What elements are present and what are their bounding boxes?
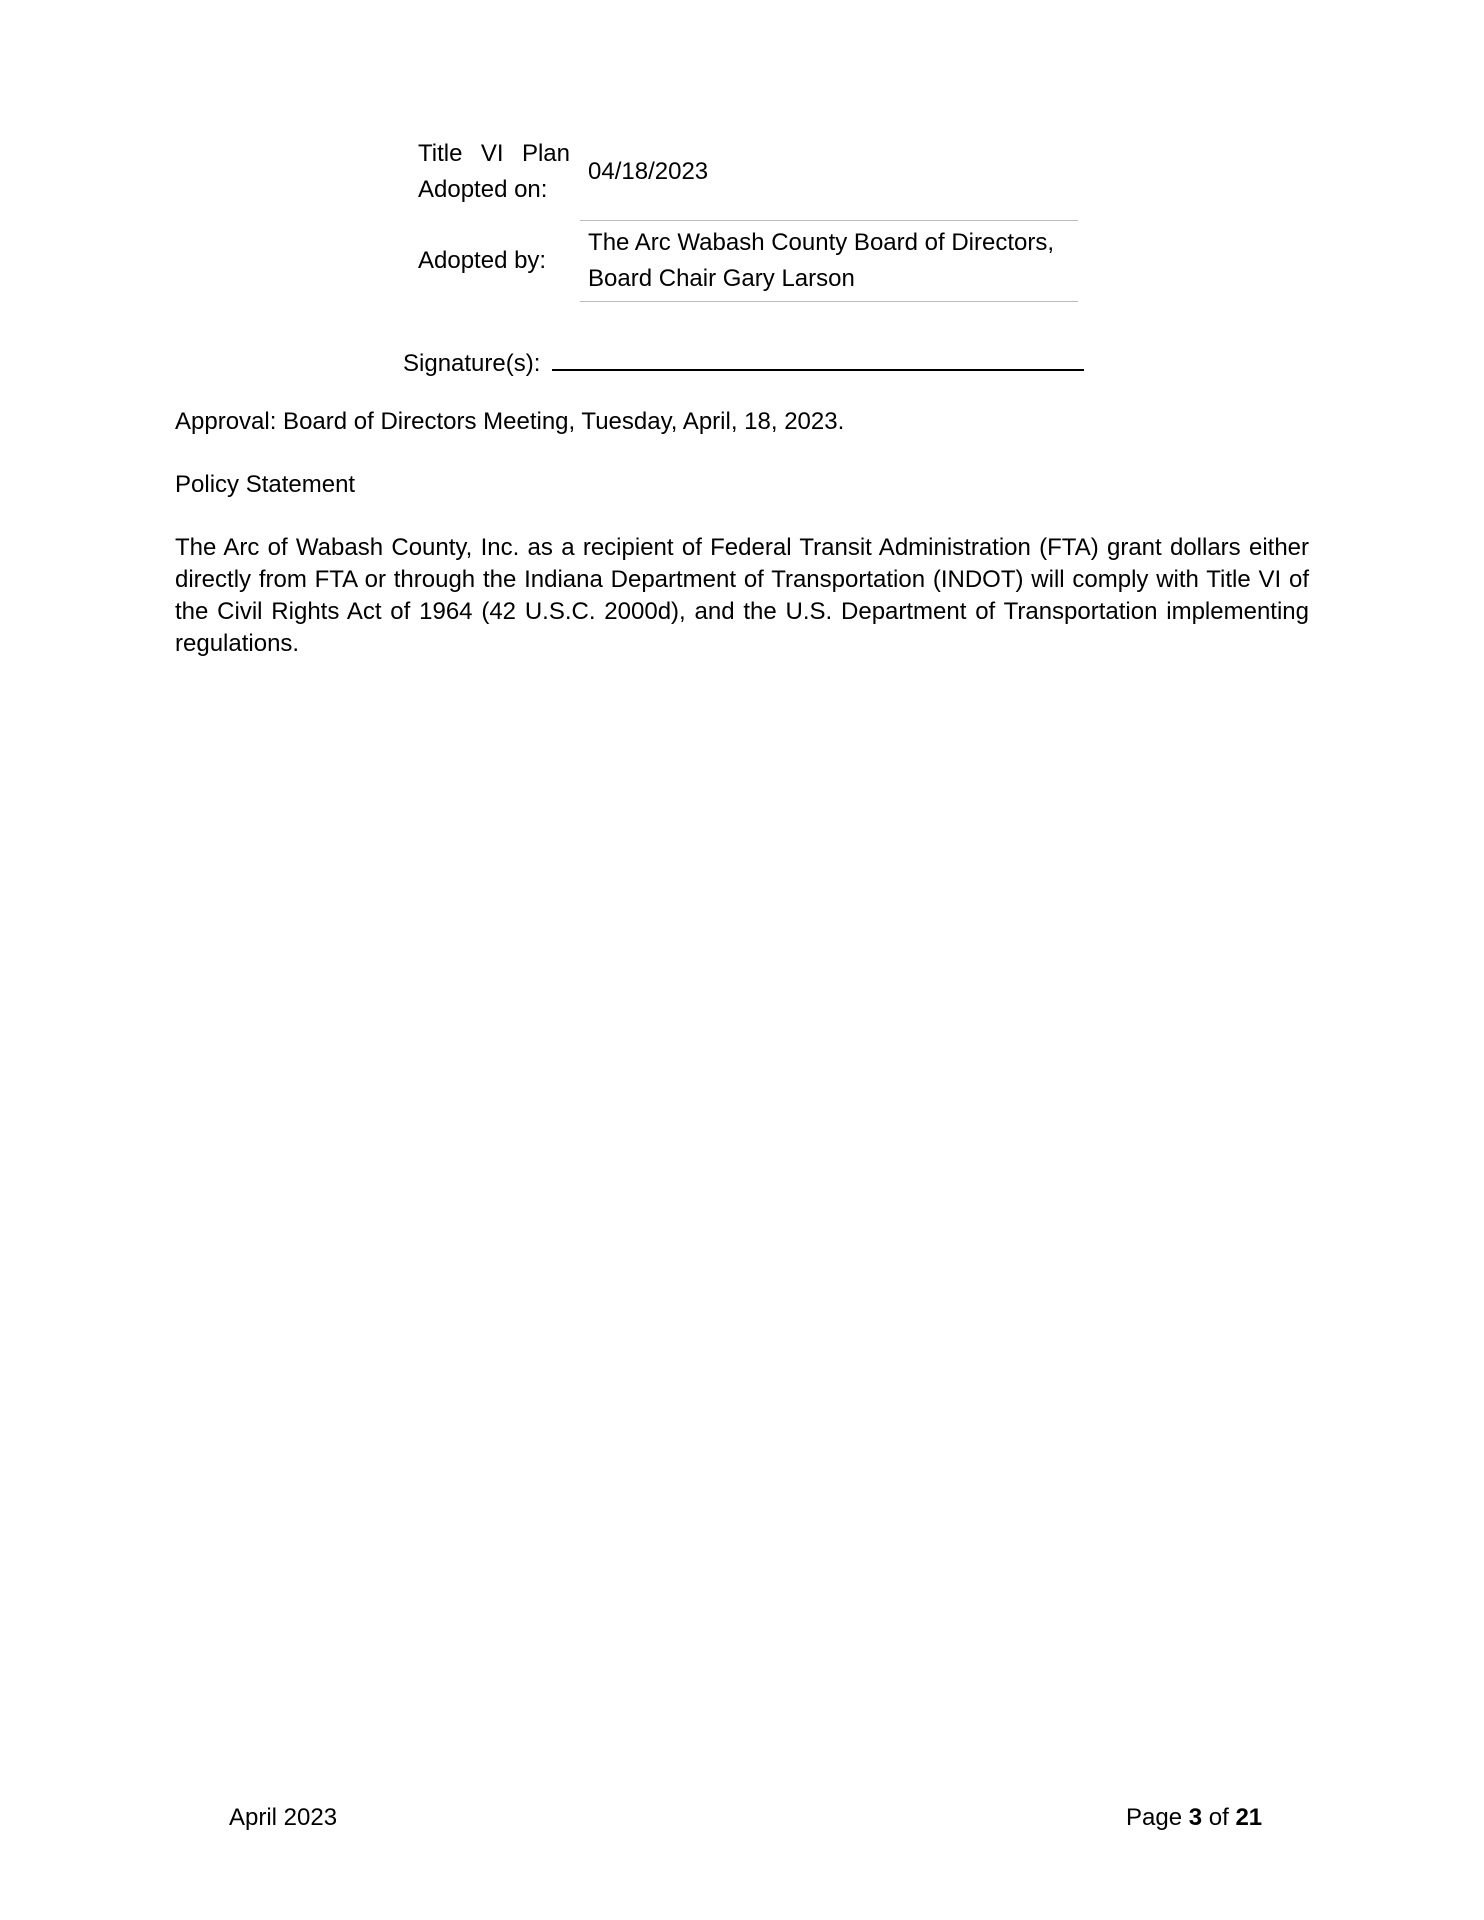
plan-adoption-table: [410, 124, 1078, 302]
signature-line: [552, 343, 1084, 371]
adopted-on-label-word-plan: Plan: [521, 140, 570, 168]
adopted-by-label: Adopted by:: [418, 247, 547, 274]
approval-text: Approval: Board of Directors Meeting, Tuesday, April, 18, 2023.: [175, 408, 845, 435]
footer-page-prefix: Page: [1126, 1804, 1183, 1831]
adopted-on-label-line2: Adopted on:: [418, 176, 548, 204]
footer-page-current: 3: [1188, 1804, 1203, 1831]
adopted-by-value: [580, 221, 1078, 302]
adopted-by-value-line2: Board Chair Gary Larson: [588, 265, 855, 292]
signature-label: Signature(s):: [403, 350, 541, 377]
signature-row: [403, 343, 1084, 382]
footer-date: April 2023: [229, 1804, 338, 1831]
adopted-on-label: [410, 124, 580, 221]
adopted-on-row: [410, 124, 1078, 221]
footer-page-of: of: [1208, 1804, 1229, 1831]
adopted-by-row: [410, 221, 1078, 302]
adopted-on-value: 04/18/2023: [580, 124, 1078, 221]
adopted-on-label-word-vi: VI: [480, 140, 504, 168]
policy-statement-paragraph: The Arc of Wabash County, Inc. as a recipient of Federal Transit Administration (FTA) grant dollars either directly from FTA or through the Indiana Department of Transportation (INDOT) will comply with Title VI of the Civil Rights Act of 1964 (42 U.S.C. 2000d), and the U.S. Department of Transportation implementing regulations.: [175, 534, 1309, 657]
footer-page-total: 21: [1235, 1804, 1263, 1831]
adopted-on-label-word-title: Title: [418, 140, 463, 168]
section-heading: Policy Statement: [175, 471, 356, 498]
adopted-on-label-line1: [418, 136, 570, 172]
footer-page-number: [1126, 1802, 1262, 1834]
adopted-by-value-line1: The Arc Wabash County Board of Directors,: [588, 229, 1055, 256]
